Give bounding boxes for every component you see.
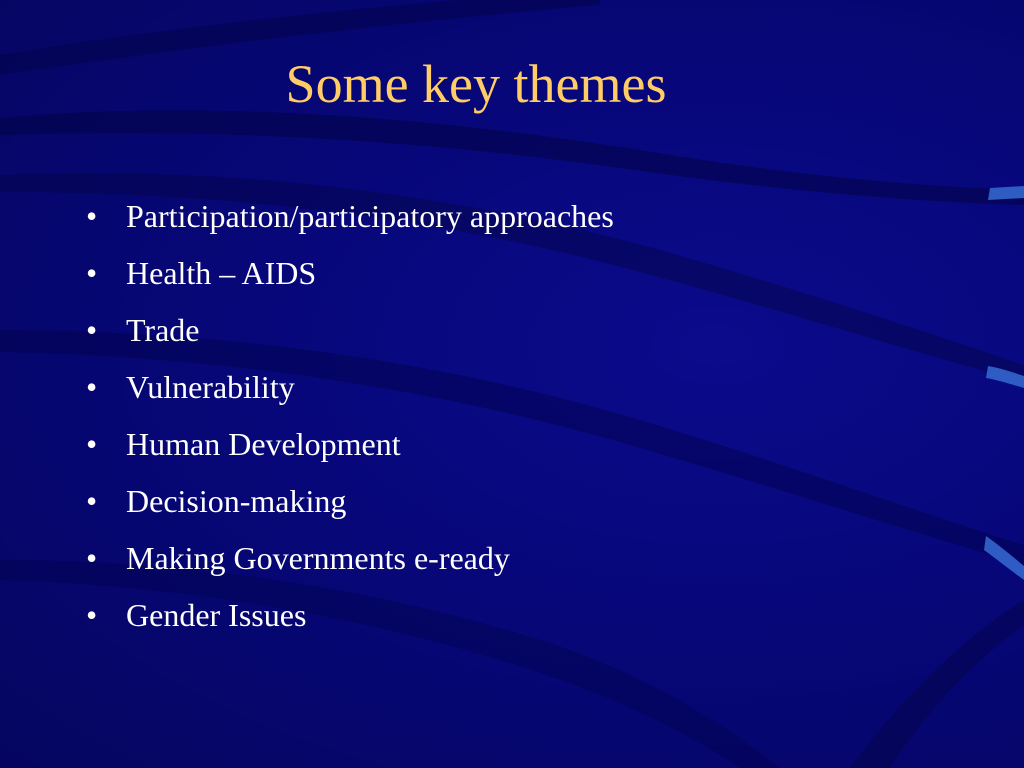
bullet-item [86,302,614,359]
bullet-dot: • [86,312,98,348]
bullet-dot: • [86,483,98,519]
bullet-dot: • [86,597,98,633]
bullet-item [86,359,614,416]
bullet-dot: • [86,540,98,576]
swoosh-band [850,600,1024,768]
bullet-item [86,245,614,302]
bullet-text: Making Governments e-ready [126,540,510,576]
bullet-item [86,587,614,644]
bullet-text: Gender Issues [126,597,307,633]
slide-title: Some key themes [285,54,667,114]
bullet-text: Decision-making [126,483,347,519]
swoosh-accent [988,186,1024,200]
bullet-dot: • [86,198,98,234]
bullet-dot: • [86,426,98,462]
bullet-item [86,416,614,473]
bullet-list [86,188,614,644]
bullet-text: Trade [126,312,200,348]
bullet-item [86,188,614,245]
bullet-dot: • [86,255,98,291]
bullet-text: Vulnerability [126,369,295,405]
bullet-item [86,473,614,530]
bullet-text: Human Development [126,426,401,462]
bullet-text: Health – AIDS [126,255,317,291]
bullet-text: Participation/participatory approaches [126,198,614,234]
bullet-item [86,530,614,587]
bullet-dot: • [86,369,98,405]
